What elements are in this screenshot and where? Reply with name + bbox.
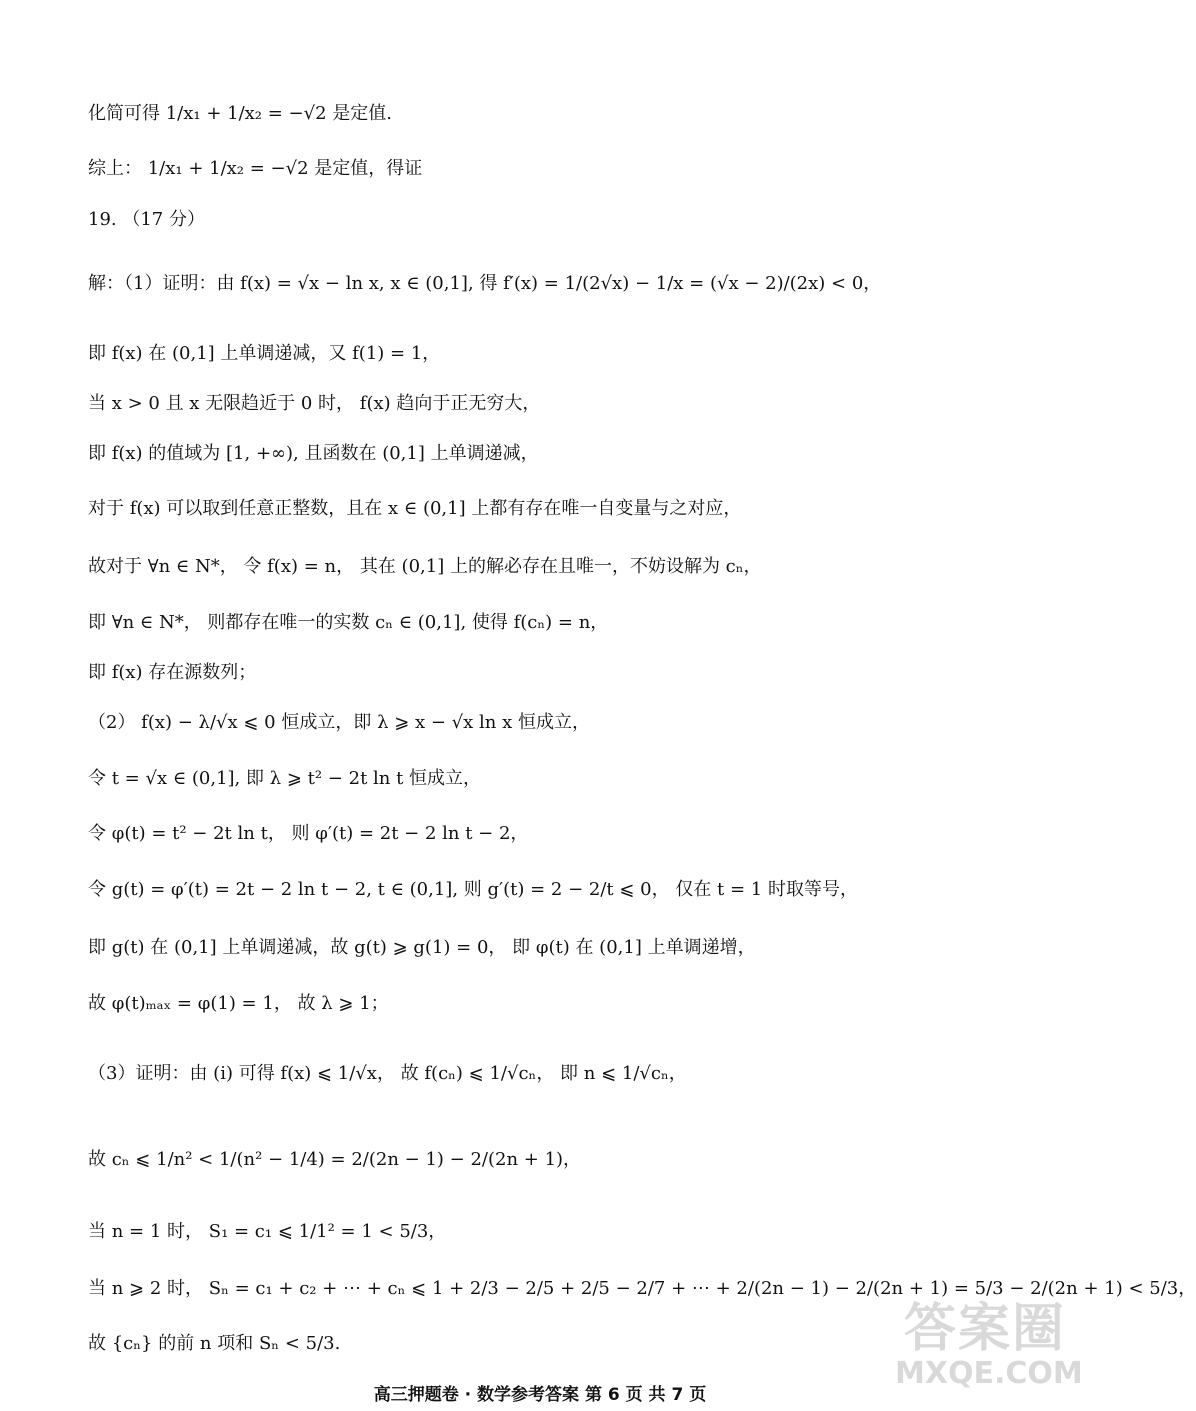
text-line-8: 对于 f(x) 可以取到任意正整数，且在 x ∈ (0,1] 上都有存在唯一自变量与之对应， [88, 498, 742, 519]
text-line-6: 当 x > 0 且 x 无限趋近于 0 时， f(x) 趋向于正无穷大， [88, 393, 541, 414]
text-line-2: 综上： 1/x₁ + 1/x₂ = −√2 是定值，得证 [88, 158, 423, 179]
page-footer: 高三押题卷 · 数学参考答案 第 6 页 共 7 页 [373, 1385, 707, 1405]
text-line-14: 令 φ(t) = t² − 2t ln t， 则 φ′(t) = 2t − 2 ln t − 2， [88, 823, 529, 844]
text-line-17: 故 φ(t)ₘₐₓ = φ(1) = 1， 故 λ ⩾ 1； [88, 993, 389, 1014]
text-line-9: 故对于 ∀n ∈ N*， 令 f(x) = n， 其在 (0,1] 上的解必存在且唯一，不妨设解为 cₙ， [88, 556, 762, 577]
text-line-1: 化简可得 1/x₁ + 1/x₂ = −√2 是定值. [88, 103, 392, 124]
text-line-10: 即 ∀n ∈ N*， 则都存在唯一的实数 cₙ ∈ (0,1], 使得 f(cₙ) = n， [88, 612, 609, 633]
text-line-21: 当 n ⩾ 2 时， Sₙ = c₁ + c₂ + ⋯ + cₙ ⩽ 1 + 2/3 − 2/5 + 2/5 − 2/7 + ⋯ + 2/(2n − 1) − 2/(2n + 1) = 5/3 − 2/(2n + 1) < 5/3， [88, 1278, 1196, 1299]
watermark-logo [895, 1299, 1083, 1400]
text-line-19: 故 cₙ ⩽ 1/n² < 1/(n² − 1/4) = 2/(2n − 1) − 2/(2n + 1)， [88, 1149, 582, 1170]
text-line-16: 即 g(t) 在 (0,1] 上单调递减，故 g(t) ⩾ g(1) = 0， 即 φ(t) 在 (0,1] 上单调递增， [88, 937, 756, 958]
text-line-22: 故 {cₙ} 的前 n 项和 Sₙ < 5/3. [88, 1333, 341, 1354]
text-line-13: 令 t = √x ∈ (0,1], 即 λ ⩾ t² − 2t ln t 恒成立， [88, 768, 482, 789]
text-line-7: 即 f(x) 的值域为 [1, +∞), 且函数在 (0,1] 上单调递减， [88, 443, 539, 464]
question-header: 19. （17 分） [88, 209, 205, 230]
text-line-18: （3）证明：由 (i) 可得 f(x) ⩽ 1/√x， 故 f(cₙ) ⩽ 1/√cₙ， 即 n ⩽ 1/√cₙ， [88, 1063, 687, 1084]
text-line-4: 解：（1）证明：由 f(x) = √x − ln x, x ∈ (0,1], 得 f′(x) = 1/(2√x) − 1/x = (√x − 2)/(2x) < 0， [88, 273, 882, 294]
watermark-logo-text: 答案圈 [903, 1299, 1066, 1359]
text-line-15: 令 g(t) = φ′(t) = 2t − 2 ln t − 2, t ∈ (0,1], 则 g′(t) = 2 − 2/t ⩽ 0， 仅在 t = 1 时取等号， [88, 879, 858, 900]
text-line-5: 即 f(x) 在 (0,1] 上单调递减，又 f(1) = 1， [88, 343, 441, 364]
text-line-20: 当 n = 1 时， S₁ = c₁ ⩽ 1/1² = 1 < 5/3， [88, 1221, 447, 1242]
text-line-11: 即 f(x) 存在源数列； [88, 662, 257, 683]
watermark-site-text: MXQE.COM [895, 1356, 1083, 1391]
text-line-12: （2） f(x) − λ/√x ⩽ 0 恒成立，即 λ ⩾ x − √x ln x 恒成立， [88, 712, 590, 733]
